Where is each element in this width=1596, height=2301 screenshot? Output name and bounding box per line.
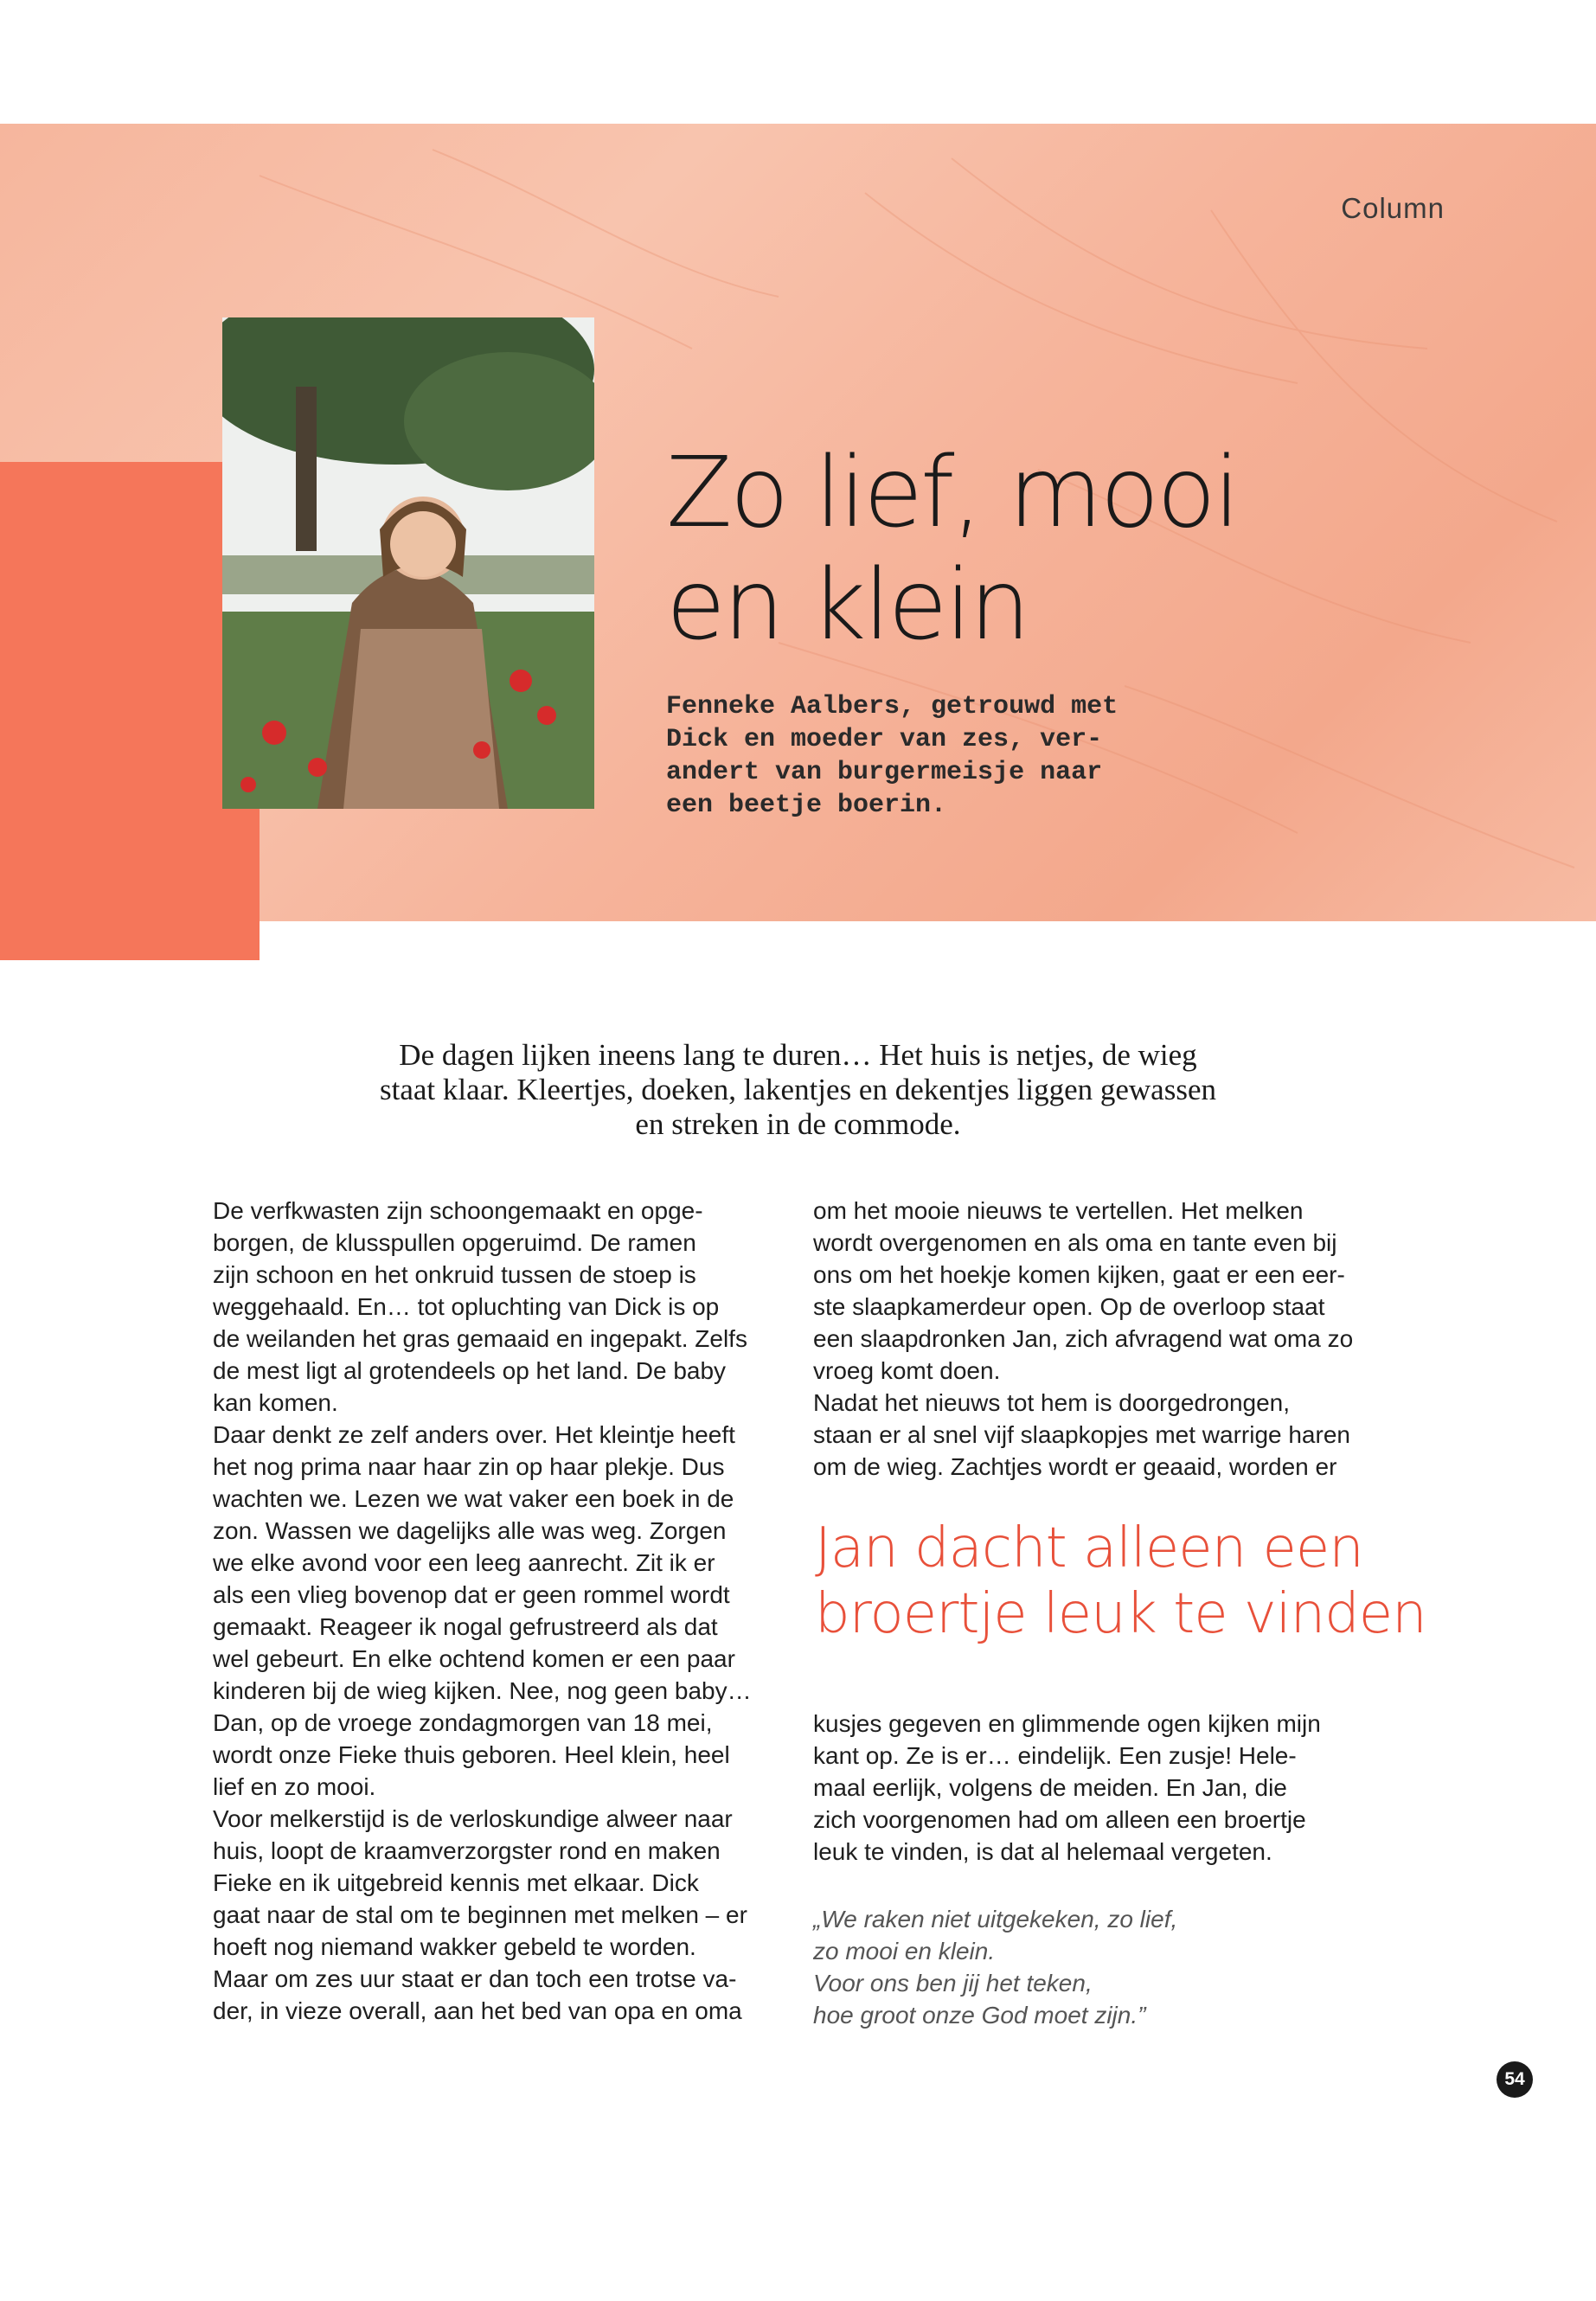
text-line: staan er al snel vijf slaapkopjes met warrige haren — [813, 1421, 1350, 1448]
text-line: maal eerlijk, volgens de meiden. En Jan, die — [813, 1774, 1287, 1801]
poem-line: zo mooi en klein. — [813, 1938, 996, 1965]
author-photo — [222, 317, 594, 809]
text-line: Voor melkerstijd is de verloskundige alweer naar — [213, 1805, 733, 1832]
intro-paragraph — [285, 1038, 1311, 1142]
article-title — [666, 437, 1272, 662]
section-label: Column — [1341, 192, 1445, 224]
text-line: hoeft nog niemand wakker gebeld te worden. — [213, 1933, 696, 1960]
subtitle-line: een beetje boerin. — [666, 791, 947, 820]
text-line: gemaakt. Reageer ik nogal gefrustreerd als dat — [213, 1613, 718, 1640]
pull-quote-line: Jan dacht alleen een — [815, 1516, 1363, 1580]
text-line: om het mooie nieuws te vertellen. Het melken — [813, 1197, 1304, 1224]
text-line: Nadat het nieuws tot hem is doorgedrongen, — [813, 1389, 1291, 1416]
text-line: Dan, op de vroege zondagmorgen van 18 mei, — [213, 1709, 713, 1736]
title-line: Zo lief, mooi — [666, 437, 1238, 549]
text-line: zon. Wassen we dagelijks alle was weg. Zorgen — [213, 1517, 727, 1544]
intro-line: De dagen lijken ineens lang te duren… Het huis is netjes, de wieg — [399, 1038, 1197, 1072]
text-line: de weilanden het gras gemaaid en ingepakt. Zelfs — [213, 1325, 747, 1352]
article-subtitle — [666, 690, 1237, 822]
left-column — [213, 1195, 801, 2027]
text-line: Daar denkt ze zelf anders over. Het kleintje heeft — [213, 1421, 735, 1448]
text-line: we elke avond voor een leeg aanrecht. Zit ik er — [213, 1549, 715, 1576]
text-line: kant op. Ze is er… eindelijk. Een zusje! Hele- — [813, 1742, 1297, 1769]
text-line: vroeg komt doen. — [813, 1357, 1001, 1384]
title-line: en klein — [666, 549, 1029, 662]
intro-line: en streken in de commode. — [635, 1107, 961, 1141]
text-line: wel gebeurt. En elke ochtend komen er een paar — [213, 1645, 735, 1672]
subtitle-line: andert van burgermeisje naar — [666, 758, 1103, 787]
text-line: kusjes gegeven en glimmende ogen kijken mijn — [813, 1710, 1321, 1737]
poem-quote — [813, 1903, 1177, 2031]
pull-quote — [815, 1516, 1426, 1647]
accent-block — [0, 462, 260, 960]
right-column-top — [813, 1195, 1401, 1483]
poem-line: hoe groot onze God moet zijn.” — [813, 2002, 1146, 2029]
page-number: 54 — [1497, 2061, 1533, 2098]
poem-line: „We raken niet uitgekeken, zo lief, — [813, 1906, 1178, 1932]
text-line: het nog prima naar haar zin op haar plekje. Dus — [213, 1453, 725, 1480]
text-line: als een vlieg bovenop dat er geen rommel wordt — [213, 1581, 730, 1608]
text-line: leuk te vinden, is dat al helemaal vergeten. — [813, 1838, 1272, 1865]
text-line: gaat naar de stal om te beginnen met melken – er — [213, 1901, 747, 1928]
text-line: de mest ligt al grotendeels op het land. De baby — [213, 1357, 727, 1384]
text-line: huis, loopt de kraamverzorgster rond en maken — [213, 1837, 721, 1864]
text-line: kan komen. — [213, 1389, 338, 1416]
text-line: borgen, de klusspullen opgeruimd. De ramen — [213, 1229, 696, 1256]
text-line: zijn schoon en het onkruid tussen de stoep is — [213, 1261, 696, 1288]
text-line: kinderen bij de wieg kijken. Nee, nog geen baby… — [213, 1677, 752, 1704]
text-line: lief en zo mooi. — [213, 1773, 376, 1800]
text-line: ons om het hoekje komen kijken, gaat er een eer- — [813, 1261, 1345, 1288]
text-line: een slaapdronken Jan, zich afvragend wat oma zo — [813, 1325, 1354, 1352]
text-line: wordt onze Fieke thuis geboren. Heel klein, heel — [213, 1741, 730, 1768]
text-line: Fieke en ik uitgebreid kennis met elkaar. Dick — [213, 1869, 699, 1896]
text-line: ste slaapkamerdeur open. Op de overloop staat — [813, 1293, 1325, 1320]
text-line: De verfkwasten zijn schoongemaakt en opge- — [213, 1197, 703, 1224]
text-line: Maar om zes uur staat er dan toch een trotse va- — [213, 1965, 737, 1992]
pull-quote-line: broertje leuk te vinden — [815, 1582, 1426, 1646]
poem-line: Voor ons ben jij het teken, — [813, 1970, 1093, 1997]
text-line: om de wieg. Zachtjes wordt er geaaid, worden er — [813, 1453, 1337, 1480]
text-line: wachten we. Lezen we wat vaker een boek in de — [213, 1485, 734, 1512]
text-line: der, in vieze overall, aan het bed van opa en oma — [213, 1997, 742, 2024]
subtitle-line: Dick en moeder van zes, ver- — [666, 725, 1103, 754]
text-line: wordt overgenomen en als oma en tante even bij — [813, 1229, 1337, 1256]
subtitle-line: Fenneke Aalbers, getrouwd met — [666, 692, 1118, 721]
text-line: weggehaald. En… tot opluchting van Dick is op — [213, 1293, 720, 1320]
intro-line: staat klaar. Kleertjes, doeken, lakentjes en dekentjes liggen gewassen — [379, 1073, 1216, 1106]
right-column-bottom — [813, 1708, 1401, 1868]
text-line: zich voorgenomen had om alleen een broertje — [813, 1806, 1306, 1833]
